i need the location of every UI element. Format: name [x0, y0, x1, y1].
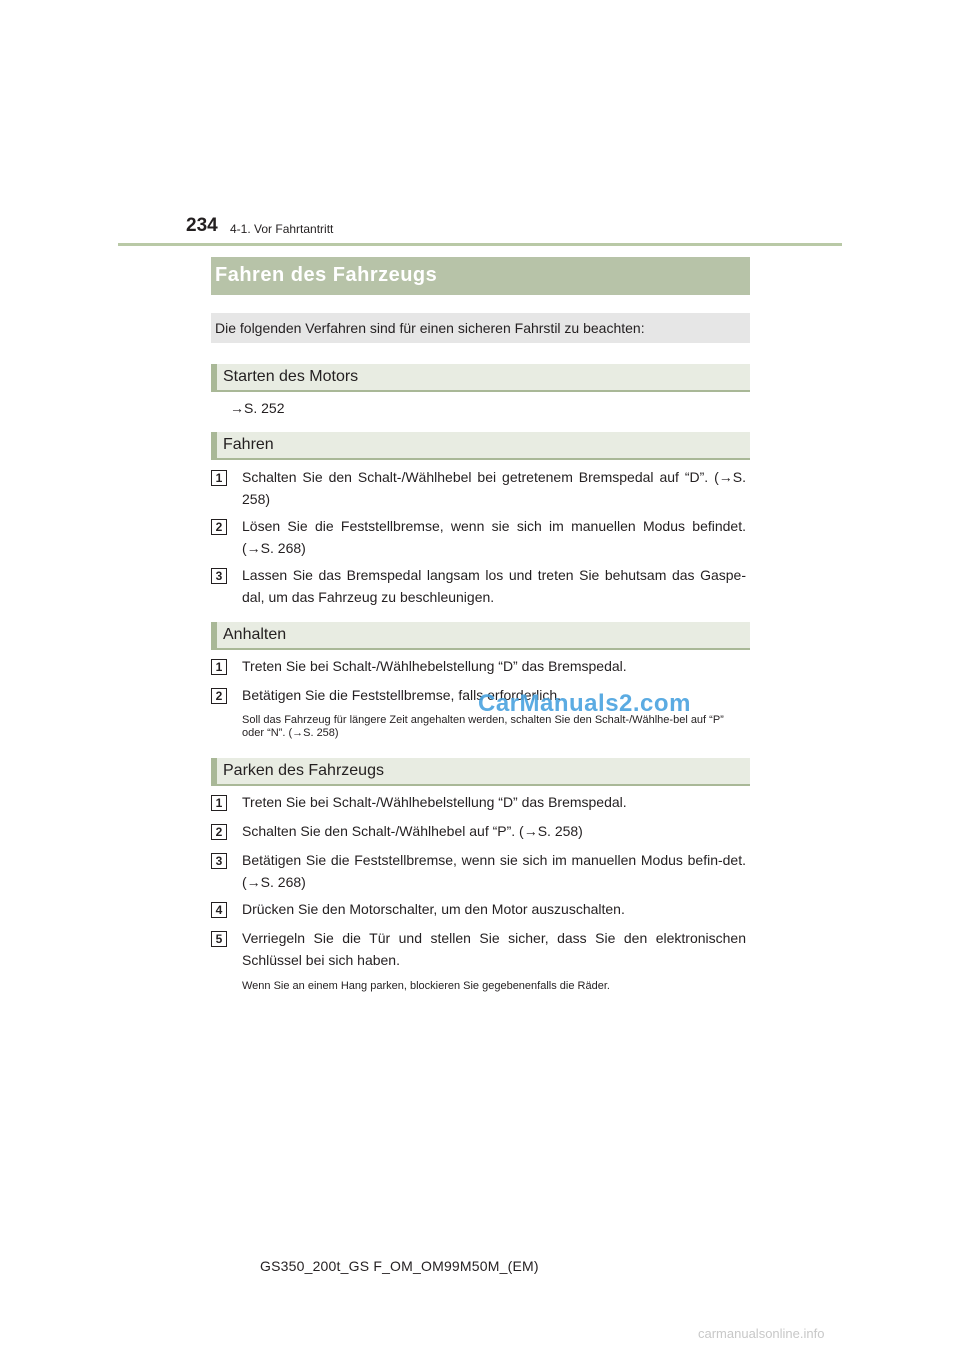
stopping-step: Betätigen Sie die Feststellbremse, falls erforderlich.	[242, 687, 562, 703]
heading-stopping	[211, 622, 750, 650]
site-watermark: carmanualsonline.info	[698, 1326, 825, 1341]
intro-text: Die folgenden Verfahren sind für einen sicheren Fahrstil zu beachten:	[215, 320, 645, 336]
heading-driving-label: Fahren	[223, 436, 274, 453]
driving-step: Lösen Sie die Feststellbremse, wenn sie sich im manuellen Modus befindet. (→S. 268)	[242, 518, 746, 556]
parking-step: Betätigen Sie die Feststellbremse, wenn sie sich im manuellen Modus befin-det. (→S. 268)	[242, 852, 746, 890]
heading-driving	[211, 432, 750, 460]
step-number: 4	[211, 902, 227, 918]
starting-ref: →S. 252	[230, 400, 285, 416]
parking-step: Verriegeln Sie die Tür und stellen Sie sicher, dass Sie den elektronischen Schlüssel bei sich haben.	[242, 930, 746, 968]
parking-note: Wenn Sie an einem Hang parken, blockieren Sie gegebenenfalls die Räder.	[242, 980, 610, 992]
step-number: 1	[211, 795, 227, 811]
parking-step: Treten Sie bei Schalt-/Wählhebelstellung “D” das Bremspedal.	[242, 794, 627, 810]
step-number: 1	[211, 659, 227, 675]
heading-starting	[211, 364, 750, 392]
driving-step: Schalten Sie den Schalt-/Wählhebel bei getretenem Bremspedal auf “D”. (→S. 258)	[242, 469, 746, 507]
page-title-bar	[211, 257, 750, 295]
section-label: 4-1. Vor Fahrtantritt	[230, 222, 334, 236]
step-number: 2	[211, 824, 227, 840]
page-title: Fahren des Fahrzeugs	[215, 264, 438, 286]
stopping-note: Soll das Fahrzeug für längere Zeit angehalten werden, schalten Sie den Schalt-/Wählhe-bel auf “P” oder “N”. (→S. 258)	[242, 714, 724, 739]
watermark: CarManuals2.com	[478, 690, 691, 717]
intro-bar	[211, 313, 750, 343]
step-number: 3	[211, 853, 227, 869]
step-number: 2	[211, 688, 227, 704]
step-number: 2	[211, 519, 227, 535]
heading-parking	[211, 758, 750, 786]
document-code: GS350_200t_GS F_OM_OM99M50M_(EM)	[260, 1258, 539, 1274]
heading-starting-label: Starten des Motors	[223, 368, 359, 385]
step-number: 5	[211, 931, 227, 947]
step-number: 3	[211, 568, 227, 584]
header-rule	[118, 243, 842, 246]
heading-stopping-label: Anhalten	[223, 626, 287, 643]
page-number: 234	[186, 215, 218, 236]
step-number: 1	[211, 470, 227, 486]
parking-step: Schalten Sie den Schalt-/Wählhebel auf “P”. (→S. 258)	[242, 823, 583, 839]
parking-step: Drücken Sie den Motorschalter, um den Motor auszuschalten.	[242, 901, 625, 917]
driving-step: Lassen Sie das Bremspedal langsam los und treten Sie behutsam das Gaspe-dal, um das Fahrzeug zu beschleunigen.	[242, 567, 746, 605]
stopping-step: Treten Sie bei Schalt-/Wählhebelstellung “D” das Bremspedal.	[242, 658, 627, 674]
heading-parking-label: Parken des Fahrzeugs	[223, 762, 384, 779]
